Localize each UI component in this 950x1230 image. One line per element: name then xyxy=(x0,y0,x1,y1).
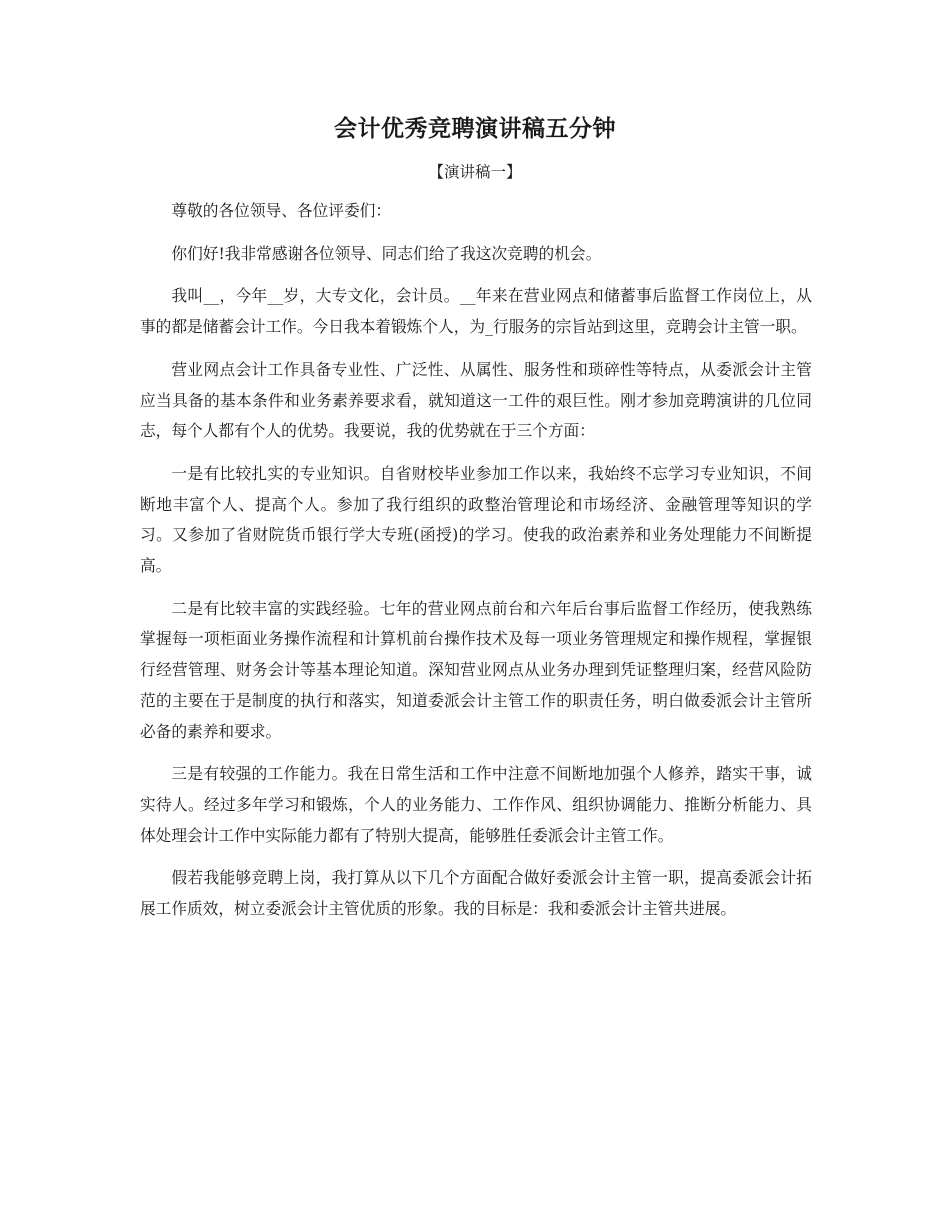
document-title: 会计优秀竞聘演讲稿五分钟 xyxy=(334,115,616,142)
document-body xyxy=(140,196,812,937)
paragraph-advantage-experience: 二是有比较丰富的实践经验。七年的营业网点前台和六年后台事后监督工作经历，使我熟练掌握每一项柜面业务操作流程和计算机前台操作技术及每一项业务管理规定和操作规程，掌握银行经营管理、财务会计等基本理论知道。深知营业网点从业务办理到凭证整理归案，经营风险防范的主要在于是制度的执行和落实，知道委派会计主管工作的职责任务，明白做委派会计主管所必备的素养和要求。 xyxy=(140,598,812,741)
paragraph-self-introduction: 我叫__，今年__岁，大专文化，会计员。__年来在营业网点和储蓄事后监督工作岗位上，从事的都是储蓄会计工作。今日我本着锻炼个人，为_行服务的宗旨站到这里，竞聘会计主管一职。 xyxy=(140,286,812,337)
paragraph-greeting: 你们好!我非常感谢各位领导、同志们给了我这次竞聘的机会。 xyxy=(171,243,602,263)
paragraph-plan: 假若我能够竞聘上岗，我打算从以下几个方面配合做好委派会计主管一职，提高委派会计拓展工作质效，树立委派会计主管优质的形象。我的目标是：我和委派会计主管共进展。 xyxy=(140,868,812,919)
paragraph-advantage-ability: 三是有较强的工作能力。我在日常生活和工作中注意不间断地加强个人修养，踏实干事，诚实待人。经过多年学习和锻炼，个人的业务能力、工作作风、组织协调能力、推断分析能力、具体处理会计工作中实际能力都有了特别大提高，能够胜任委派会计主管工作。 xyxy=(140,764,812,845)
paragraph-work-characteristics: 营业网点会计工作具备专业性、广泛性、从属性、服务性和琐碎性等特点，从委派会计主管应当具备的基本条件和业务素养要求看，就知道这一工件的艰巨性。刚才参加竞聘演讲的几位同志，每个人都有个人的优势。我要说，我的优势就在于三个方面： xyxy=(140,359,812,441)
document-subtitle: 【演讲稿一】 xyxy=(428,163,522,181)
paragraph-advantage-knowledge: 一是有比较扎实的专业知识。自省财校毕业参加工作以来，我始终不忘学习专业知识，不间断地丰富个人、提高个人。参加了我行组织的政整治管理论和市场经济、金融管理等知识的学习。又参加了省财院货币银行学大专班(函授)的学习。使我的政治素养和业务处理能力不间断提高。 xyxy=(140,463,812,576)
paragraph-salutation: 尊敬的各位领导、各位评委们： xyxy=(171,201,392,220)
